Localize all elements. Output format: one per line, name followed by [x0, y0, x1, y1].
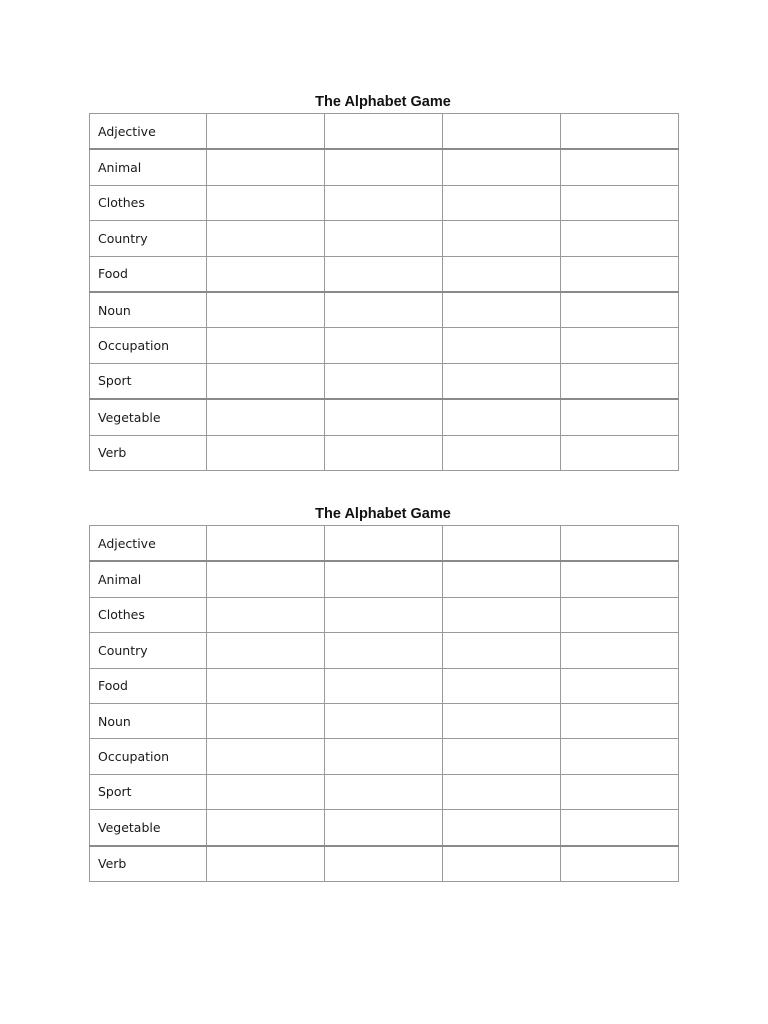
category-label: Verb — [90, 846, 207, 882]
answer-cell[interactable] — [561, 739, 679, 774]
answer-cell[interactable] — [325, 774, 443, 809]
answer-cell[interactable] — [325, 292, 443, 328]
table-row — [90, 256, 679, 292]
answer-cell[interactable] — [443, 292, 561, 328]
answer-cell[interactable] — [561, 399, 679, 435]
table-row — [90, 668, 679, 703]
table-row — [90, 703, 679, 738]
answer-cell[interactable] — [561, 668, 679, 703]
category-label: Sport — [90, 363, 207, 399]
answer-cell[interactable] — [325, 739, 443, 774]
answer-cell[interactable] — [325, 363, 443, 399]
table-row — [90, 774, 679, 809]
answer-cell[interactable] — [207, 399, 325, 435]
answer-cell[interactable] — [443, 774, 561, 809]
answer-cell[interactable] — [443, 435, 561, 470]
category-table — [89, 525, 679, 882]
category-label: Occupation — [90, 739, 207, 774]
table-row — [90, 739, 679, 774]
category-label: Animal — [90, 149, 207, 185]
table-row — [90, 292, 679, 328]
worksheet-top — [89, 92, 677, 471]
worksheet-title: The Alphabet Game — [315, 94, 451, 110]
answer-cell[interactable] — [207, 328, 325, 363]
category-label: Sport — [90, 774, 207, 809]
answer-cell[interactable] — [325, 703, 443, 738]
answer-cell[interactable] — [561, 221, 679, 256]
answer-cell[interactable] — [207, 256, 325, 292]
answer-cell[interactable] — [561, 774, 679, 809]
answer-cell[interactable] — [207, 739, 325, 774]
answer-cell[interactable] — [443, 810, 561, 846]
answer-cell[interactable] — [207, 561, 325, 597]
answer-cell[interactable] — [325, 561, 443, 597]
answer-cell[interactable] — [561, 633, 679, 668]
category-label: Vegetable — [90, 399, 207, 435]
answer-cell[interactable] — [561, 114, 679, 150]
answer-cell[interactable] — [561, 846, 679, 882]
answer-cell[interactable] — [207, 292, 325, 328]
answer-cell[interactable] — [207, 221, 325, 256]
answer-cell[interactable] — [325, 668, 443, 703]
answer-cell[interactable] — [207, 810, 325, 846]
category-table — [89, 113, 679, 471]
answer-cell[interactable] — [443, 363, 561, 399]
category-label: Clothes — [90, 185, 207, 220]
table-row — [90, 185, 679, 220]
category-label: Noun — [90, 703, 207, 738]
answer-cell[interactable] — [443, 526, 561, 562]
answer-cell[interactable] — [325, 846, 443, 882]
category-label: Clothes — [90, 597, 207, 632]
answer-cell[interactable] — [443, 633, 561, 668]
answer-cell[interactable] — [443, 149, 561, 185]
category-label: Verb — [90, 435, 207, 470]
answer-cell[interactable] — [561, 561, 679, 597]
answer-cell[interactable] — [325, 810, 443, 846]
category-label: Vegetable — [90, 810, 207, 846]
answer-cell[interactable] — [561, 149, 679, 185]
category-label: Animal — [90, 561, 207, 597]
worksheet-bottom — [89, 504, 677, 882]
answer-cell[interactable] — [561, 597, 679, 632]
answer-cell[interactable] — [207, 703, 325, 738]
answer-cell[interactable] — [207, 846, 325, 882]
answer-cell[interactable] — [443, 114, 561, 150]
answer-cell[interactable] — [443, 221, 561, 256]
table-row — [90, 363, 679, 399]
answer-cell[interactable] — [325, 328, 443, 363]
category-label: Adjective — [90, 526, 207, 562]
answer-cell[interactable] — [207, 114, 325, 150]
answer-cell[interactable] — [561, 810, 679, 846]
answer-cell[interactable] — [207, 668, 325, 703]
answer-cell[interactable] — [207, 185, 325, 220]
answer-cell[interactable] — [325, 114, 443, 150]
category-label: Noun — [90, 292, 207, 328]
answer-cell[interactable] — [325, 399, 443, 435]
answer-cell[interactable] — [325, 221, 443, 256]
table-row — [90, 221, 679, 256]
answer-cell[interactable] — [325, 526, 443, 562]
category-label: Food — [90, 668, 207, 703]
answer-cell[interactable] — [207, 435, 325, 470]
answer-cell[interactable] — [561, 363, 679, 399]
answer-cell[interactable] — [443, 739, 561, 774]
table-row — [90, 561, 679, 597]
table-row — [90, 526, 679, 562]
table-row — [90, 633, 679, 668]
answer-cell[interactable] — [443, 597, 561, 632]
answer-cell[interactable] — [561, 256, 679, 292]
answer-cell[interactable] — [207, 526, 325, 562]
answer-cell[interactable] — [443, 668, 561, 703]
answer-cell[interactable] — [443, 185, 561, 220]
table-row — [90, 399, 679, 435]
answer-cell[interactable] — [561, 292, 679, 328]
answer-cell[interactable] — [443, 328, 561, 363]
answer-cell[interactable] — [325, 633, 443, 668]
answer-cell[interactable] — [325, 149, 443, 185]
answer-cell[interactable] — [561, 185, 679, 220]
table-row — [90, 435, 679, 470]
answer-cell[interactable] — [325, 597, 443, 632]
answer-cell[interactable] — [207, 774, 325, 809]
answer-cell[interactable] — [443, 846, 561, 882]
category-label: Country — [90, 221, 207, 256]
category-label: Country — [90, 633, 207, 668]
answer-cell[interactable] — [325, 185, 443, 220]
answer-cell[interactable] — [443, 399, 561, 435]
worksheet-title: The Alphabet Game — [315, 506, 451, 522]
table-row — [90, 114, 679, 150]
answer-cell[interactable] — [325, 256, 443, 292]
table-row — [90, 597, 679, 632]
answer-cell[interactable] — [443, 256, 561, 292]
answer-cell[interactable] — [207, 149, 325, 185]
answer-cell[interactable] — [207, 363, 325, 399]
answer-cell[interactable] — [561, 328, 679, 363]
answer-cell[interactable] — [325, 435, 443, 470]
answer-cell[interactable] — [561, 526, 679, 562]
answer-cell[interactable] — [443, 561, 561, 597]
answer-cell[interactable] — [207, 597, 325, 632]
answer-cell[interactable] — [561, 703, 679, 738]
answer-cell[interactable] — [443, 703, 561, 738]
category-label: Occupation — [90, 328, 207, 363]
answer-cell[interactable] — [561, 435, 679, 470]
table-row — [90, 846, 679, 882]
table-row — [90, 149, 679, 185]
table-row — [90, 810, 679, 846]
category-label: Food — [90, 256, 207, 292]
answer-cell[interactable] — [207, 633, 325, 668]
category-label: Adjective — [90, 114, 207, 150]
table-row — [90, 328, 679, 363]
